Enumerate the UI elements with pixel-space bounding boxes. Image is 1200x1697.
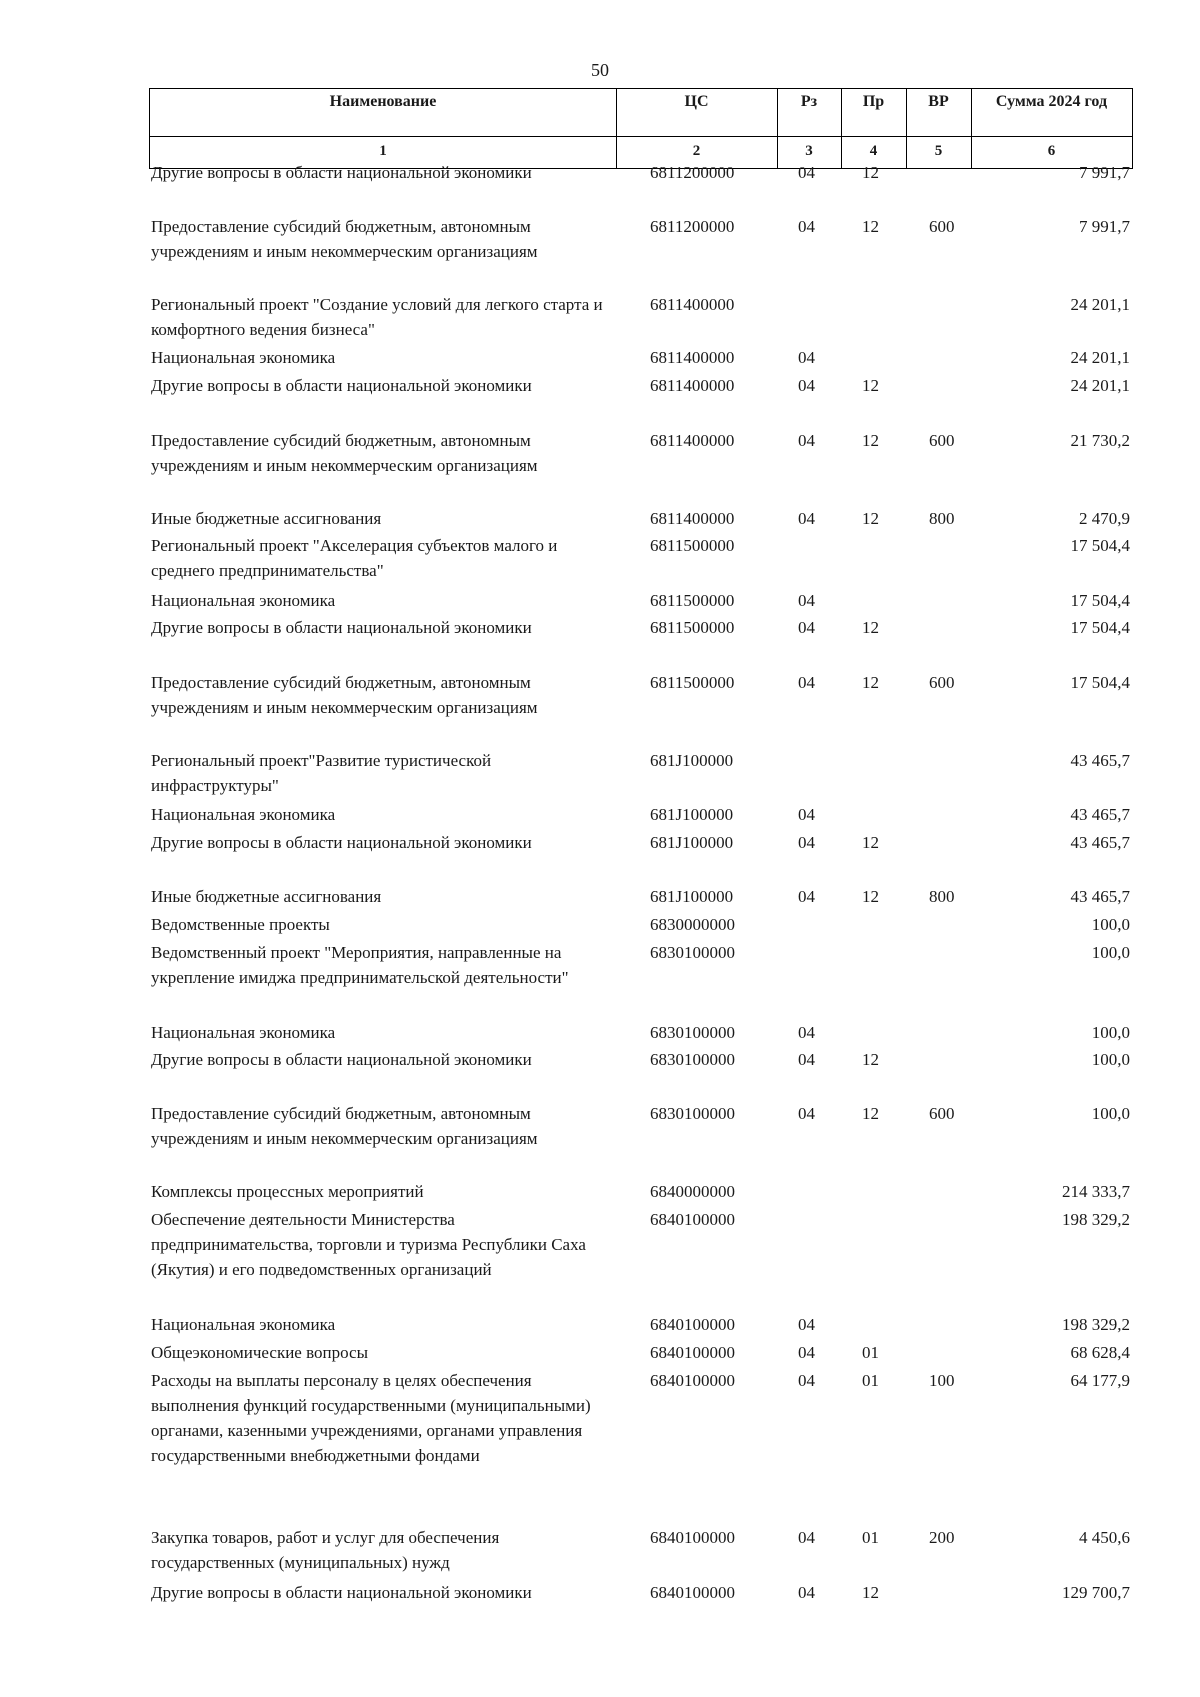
row-pr: 12	[862, 163, 879, 182]
row-name: Другие вопросы в области национальной экономики	[151, 618, 532, 637]
row-vr: 200	[929, 1528, 955, 1547]
row-name: Предоставление субсидий бюджетным, автономным учреждениям и иным некоммерческим организациям	[151, 217, 538, 261]
row-sum: 198 329,2	[1062, 1210, 1130, 1229]
row-sum: 17 504,4	[1070, 673, 1130, 692]
row-rz: 04	[798, 1023, 815, 1042]
row-rz: 04	[798, 376, 815, 395]
row-cs: 6840000000	[650, 1182, 735, 1201]
row-cs: 681J100000	[650, 887, 734, 906]
row-vr: 100	[929, 1371, 955, 1390]
row-cs: 6840100000	[650, 1583, 735, 1602]
row-cs: 6840100000	[650, 1343, 735, 1362]
row-pr: 12	[862, 1583, 879, 1602]
row-name: Региональный проект "Создание условий для легкого старта и комфортного ведения бизнеса"	[151, 295, 603, 339]
row-pr: 12	[862, 376, 879, 395]
row-rz: 04	[798, 1104, 815, 1123]
row-pr: 12	[862, 887, 879, 906]
row-sum: 100,0	[1091, 1050, 1130, 1069]
row-cs: 6811400000	[650, 376, 735, 395]
row-name: Предоставление субсидий бюджетным, автономным учреждениям и иным некоммерческим организациям	[151, 673, 538, 717]
row-name: Ведомственные проекты	[151, 915, 330, 934]
row-name: Национальная экономика	[151, 805, 336, 824]
row-rz: 04	[798, 833, 815, 852]
row-vr: 600	[929, 673, 955, 692]
row-rz: 04	[798, 509, 815, 528]
header-sum: Сумма 2024 год	[995, 93, 1108, 110]
page-number: 50	[591, 60, 609, 80]
row-cs: 681J100000	[650, 805, 734, 824]
row-sum: 68 628,4	[1070, 1343, 1130, 1362]
row-cs: 681J100000	[650, 833, 734, 852]
row-sum: 24 201,1	[1070, 348, 1130, 367]
row-pr: 01	[862, 1371, 879, 1390]
row-sum: 17 504,4	[1070, 591, 1130, 610]
header-num-4: 4	[869, 143, 878, 159]
row-sum: 17 504,4	[1070, 536, 1130, 555]
row-name: Национальная экономика	[151, 591, 336, 610]
row-pr: 12	[862, 833, 879, 852]
row-sum: 24 201,1	[1070, 376, 1130, 395]
row-cs: 6811200000	[650, 163, 735, 182]
row-cs: 6830100000	[650, 1104, 735, 1123]
row-sum: 100,0	[1091, 943, 1130, 962]
row-cs: 6840100000	[650, 1210, 735, 1229]
row-pr: 12	[862, 1050, 879, 1069]
row-pr: 12	[862, 431, 879, 450]
row-cs: 6811500000	[650, 673, 735, 692]
row-cs: 6830000000	[650, 915, 735, 934]
row-cs: 6811500000	[650, 618, 735, 637]
row-sum: 100,0	[1091, 915, 1130, 934]
row-rz: 04	[798, 217, 815, 236]
row-sum: 17 504,4	[1070, 618, 1130, 637]
row-pr: 12	[862, 673, 879, 692]
row-name: Другие вопросы в области национальной экономики	[151, 1583, 532, 1602]
row-sum: 7 991,7	[1079, 217, 1130, 236]
header-rz: Рз	[800, 93, 818, 110]
row-sum: 214 333,7	[1062, 1182, 1130, 1201]
row-rz: 04	[798, 1315, 815, 1334]
row-pr: 01	[862, 1528, 879, 1547]
row-cs: 6840100000	[650, 1371, 735, 1390]
row-cs: 6830100000	[650, 1050, 735, 1069]
row-cs: 6811400000	[650, 295, 735, 314]
row-cs: 6840100000	[650, 1528, 735, 1547]
header-num-6: 6	[1047, 143, 1056, 159]
row-name: Обеспечение деятельности Министерства предпринимательства, торговли и туризма Республики Саха (Якутия) и его подведомственных организаций	[151, 1210, 586, 1279]
header-pr: Пр	[862, 93, 885, 110]
row-sum: 7 991,7	[1079, 163, 1130, 182]
row-cs: 6840100000	[650, 1315, 735, 1334]
header-num-2: 2	[692, 143, 701, 159]
header-name: Наименование	[329, 93, 437, 110]
row-sum: 21 730,2	[1070, 431, 1130, 450]
row-name: Иные бюджетные ассигнования	[151, 887, 382, 906]
row-rz: 04	[798, 1528, 815, 1547]
row-cs: 6830100000	[650, 1023, 735, 1042]
row-name: Расходы на выплаты персоналу в целях обеспечения выполнения функций государственными (муниципальными) органами, казенными учреждениями, органами управления государственными внебюджетными фондами	[151, 1371, 591, 1465]
row-name: Иные бюджетные ассигнования	[151, 509, 382, 528]
header-divider	[150, 136, 1132, 137]
row-name: Национальная экономика	[151, 1315, 336, 1334]
row-cs: 6811400000	[650, 431, 735, 450]
row-cs: 6811400000	[650, 509, 735, 528]
header-num-1: 1	[379, 143, 387, 159]
header-vr: ВР	[928, 93, 949, 110]
header-cs: ЦС	[684, 93, 709, 110]
row-name: Региональный проект"Развитие туристической инфраструктуры"	[151, 751, 492, 795]
row-name: Ведомственный проект "Мероприятия, направленные на укрепление имиджа предпринимательской деятельности"	[151, 943, 569, 987]
row-rz: 04	[798, 1583, 815, 1602]
row-name: Предоставление субсидий бюджетным, автономным учреждениям и иным некоммерческим организациям	[151, 1104, 538, 1148]
row-rz: 04	[798, 887, 815, 906]
row-cs: 6811400000	[650, 348, 735, 367]
row-name: Комплексы процессных мероприятий	[151, 1182, 424, 1201]
row-cs: 6830100000	[650, 943, 735, 962]
row-sum: 43 465,7	[1070, 833, 1130, 852]
row-rz: 04	[798, 1050, 815, 1069]
row-name: Другие вопросы в области национальной экономики	[151, 833, 532, 852]
row-sum: 198 329,2	[1062, 1315, 1130, 1334]
row-pr: 01	[862, 1343, 879, 1362]
row-cs: 6811200000	[650, 217, 735, 236]
row-name: Другие вопросы в области национальной экономики	[151, 376, 532, 395]
row-sum: 2 470,9	[1079, 509, 1130, 528]
row-name: Общеэкономические вопросы	[151, 1343, 368, 1362]
row-rz: 04	[798, 673, 815, 692]
row-sum: 43 465,7	[1070, 887, 1130, 906]
row-sum: 100,0	[1091, 1023, 1130, 1042]
row-pr: 12	[862, 1104, 879, 1123]
row-rz: 04	[798, 1343, 815, 1362]
row-vr: 600	[929, 1104, 955, 1123]
row-cs: 681J100000	[650, 751, 734, 770]
row-sum: 24 201,1	[1070, 295, 1130, 314]
row-vr: 800	[929, 509, 955, 528]
header-num-5: 5	[934, 143, 943, 159]
row-pr: 12	[862, 618, 879, 637]
row-vr: 600	[929, 431, 955, 450]
row-sum: 43 465,7	[1070, 751, 1130, 770]
row-cs: 6811500000	[650, 591, 735, 610]
row-name: Другие вопросы в области национальной экономики	[151, 1050, 532, 1069]
row-name: Региональный проект "Акселерация субъектов малого и среднего предпринимательства"	[151, 536, 558, 580]
row-rz: 04	[798, 805, 815, 824]
row-sum: 43 465,7	[1070, 805, 1130, 824]
row-sum: 129 700,7	[1062, 1583, 1130, 1602]
row-name: Другие вопросы в области национальной экономики	[151, 163, 532, 182]
row-vr: 800	[929, 887, 955, 906]
table-header	[149, 88, 1133, 169]
row-name: Закупка товаров, работ и услуг для обеспечения государственных (муниципальных) нужд	[151, 1528, 500, 1572]
row-cs: 6811500000	[650, 536, 735, 555]
row-rz: 04	[798, 431, 815, 450]
row-rz: 04	[798, 591, 815, 610]
header-num-3: 3	[805, 143, 813, 159]
row-rz: 04	[798, 163, 815, 182]
row-sum: 64 177,9	[1070, 1371, 1130, 1390]
row-name: Национальная экономика	[151, 1023, 336, 1042]
row-pr: 12	[862, 509, 879, 528]
row-name: Национальная экономика	[151, 348, 336, 367]
row-rz: 04	[798, 1371, 815, 1390]
row-sum: 4 450,6	[1079, 1528, 1130, 1547]
row-vr: 600	[929, 217, 955, 236]
row-rz: 04	[798, 348, 815, 367]
row-sum: 100,0	[1091, 1104, 1130, 1123]
row-rz: 04	[798, 618, 815, 637]
row-pr: 12	[862, 217, 879, 236]
row-name: Предоставление субсидий бюджетным, автономным учреждениям и иным некоммерческим организациям	[151, 431, 538, 475]
